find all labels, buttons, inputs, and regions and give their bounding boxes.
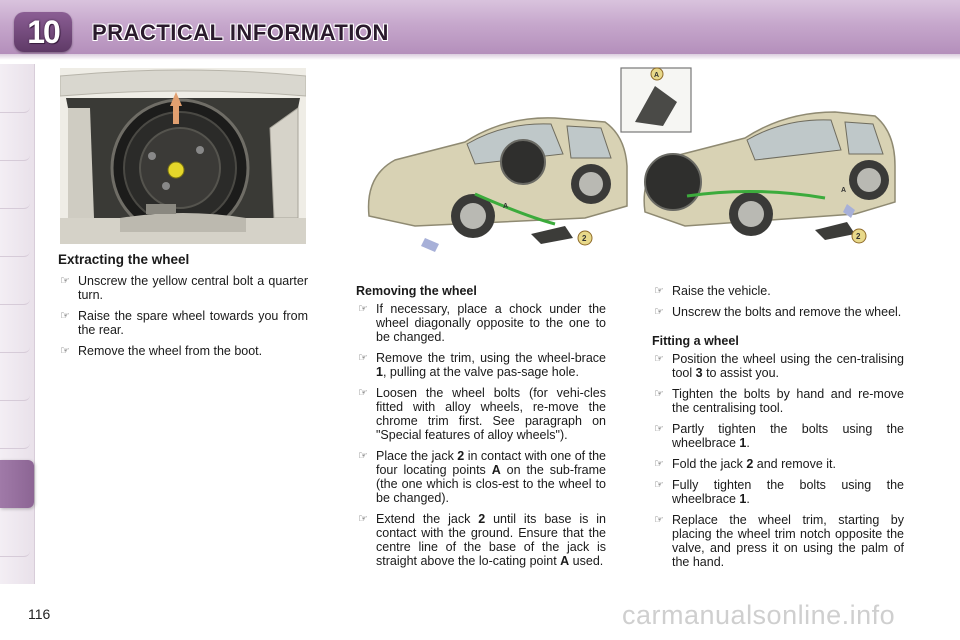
- hand-pointer-icon: ☞: [654, 388, 664, 400]
- chapter-tab[interactable]: [0, 112, 30, 161]
- point-a-label-left: A: [503, 203, 509, 210]
- hand-pointer-icon: ☞: [358, 513, 368, 525]
- list-item: ☞ Position the wheel using the cen-tralising tool 3 to assist you.: [654, 352, 904, 380]
- list-item: ☞ If necessary, place a chock under the wheel diagonally opposite to the one to be changed.: [358, 302, 606, 344]
- list-item: ☞ Unscrew the yellow central bolt a quarter turn.: [60, 274, 308, 302]
- heading-extracting-wheel: Extracting the wheel: [58, 252, 190, 267]
- hand-pointer-icon: ☞: [654, 285, 664, 297]
- list-item: ☞ Place the jack 2 in contact with one of the four locating points A on the sub-frame (the one which is clos-est to the wheel to be changed).: [358, 449, 607, 505]
- hand-pointer-icon: ☞: [654, 306, 664, 318]
- list-item: ☞ Loosen the wheel bolts (for vehi-cles fitted with alloy wheels, re-move the chrome trim first. See paragraph on "Special features of alloy wheels").: [358, 386, 606, 442]
- hand-pointer-icon: ☞: [654, 458, 664, 470]
- hand-pointer-icon: ☞: [654, 423, 664, 435]
- page-header: [0, 0, 960, 54]
- chapter-tab-active[interactable]: [0, 460, 34, 508]
- chapter-tab[interactable]: [0, 352, 30, 401]
- jack-label-left: 2: [582, 234, 587, 243]
- hand-pointer-icon: ☞: [654, 514, 664, 526]
- chapter-number-badge: 10: [14, 12, 72, 52]
- list-item: ☞ Replace the wheel trim, starting by placing the wheel trim notch opposite the valve, and press it on using the palm of the hand.: [654, 513, 904, 569]
- page-title: PRACTICAL INFORMATION: [92, 20, 389, 45]
- list-item: ☞ Raise the spare wheel towards you from the rear.: [60, 309, 308, 337]
- chapter-tab[interactable]: [0, 256, 30, 305]
- chapter-tab[interactable]: [0, 304, 30, 353]
- page-number: 116: [28, 606, 51, 622]
- hand-pointer-icon: ☞: [358, 352, 368, 364]
- chapter-tab[interactable]: [0, 400, 30, 449]
- list-item: ☞ Remove the trim, using the wheel-brace 1, pulling at the valve pas-sage hole.: [358, 351, 606, 379]
- right-column: [652, 284, 904, 576]
- watermark: carmanualsonline.info: [622, 600, 896, 630]
- hand-pointer-icon: ☞: [358, 450, 368, 462]
- heading-fitting-wheel: Fitting a wheel: [652, 334, 739, 348]
- hand-pointer-icon: ☞: [358, 303, 368, 315]
- header-divider: [0, 54, 960, 60]
- hand-pointer-icon: ☞: [60, 310, 70, 322]
- list-item: ☞ Raise the vehicle.: [654, 284, 771, 298]
- chapter-tab[interactable]: [0, 208, 30, 257]
- chapter-tab[interactable]: [0, 64, 30, 113]
- list-item: ☞ Tighten the bolts by hand and re-move the centralising tool.: [654, 387, 904, 415]
- list-item: ☞ Fold the jack 2 and remove it.: [654, 457, 836, 471]
- hand-pointer-icon: ☞: [358, 387, 368, 399]
- middle-column: [356, 284, 606, 575]
- hand-pointer-icon: ☞: [654, 479, 664, 491]
- list-item: ☞ Remove the wheel from the boot.: [60, 344, 263, 358]
- hand-pointer-icon: ☞: [60, 275, 70, 287]
- inset-label-a: A: [654, 72, 660, 79]
- heading-removing-wheel: Removing the wheel: [356, 284, 477, 298]
- list-item: ☞ Partly tighten the bolts using the wheelbrace 1.: [654, 422, 904, 450]
- wheel-change-car-illustration: [355, 66, 900, 264]
- hand-pointer-icon: ☞: [654, 353, 664, 365]
- list-item: ☞ Fully tighten the bolts using the wheelbrace 1.: [654, 478, 904, 506]
- jack-label-right: 2: [856, 232, 861, 241]
- hand-pointer-icon: ☞: [60, 345, 70, 357]
- point-a-label-right: A: [841, 187, 847, 194]
- left-column: [58, 274, 308, 365]
- chapter-tab[interactable]: [0, 160, 30, 209]
- spare-wheel-boot-illustration: [60, 68, 306, 244]
- chapter-tab[interactable]: [0, 508, 30, 557]
- list-item: ☞ Extend the jack 2 until its base is in contact with the ground. Ensure that the centre line of the base of the jack is straight above the lo-cating point A used.: [358, 512, 606, 568]
- list-item: ☞ Unscrew the bolts and remove the wheel.: [654, 305, 902, 319]
- chapter-tab-strip: [0, 64, 35, 584]
